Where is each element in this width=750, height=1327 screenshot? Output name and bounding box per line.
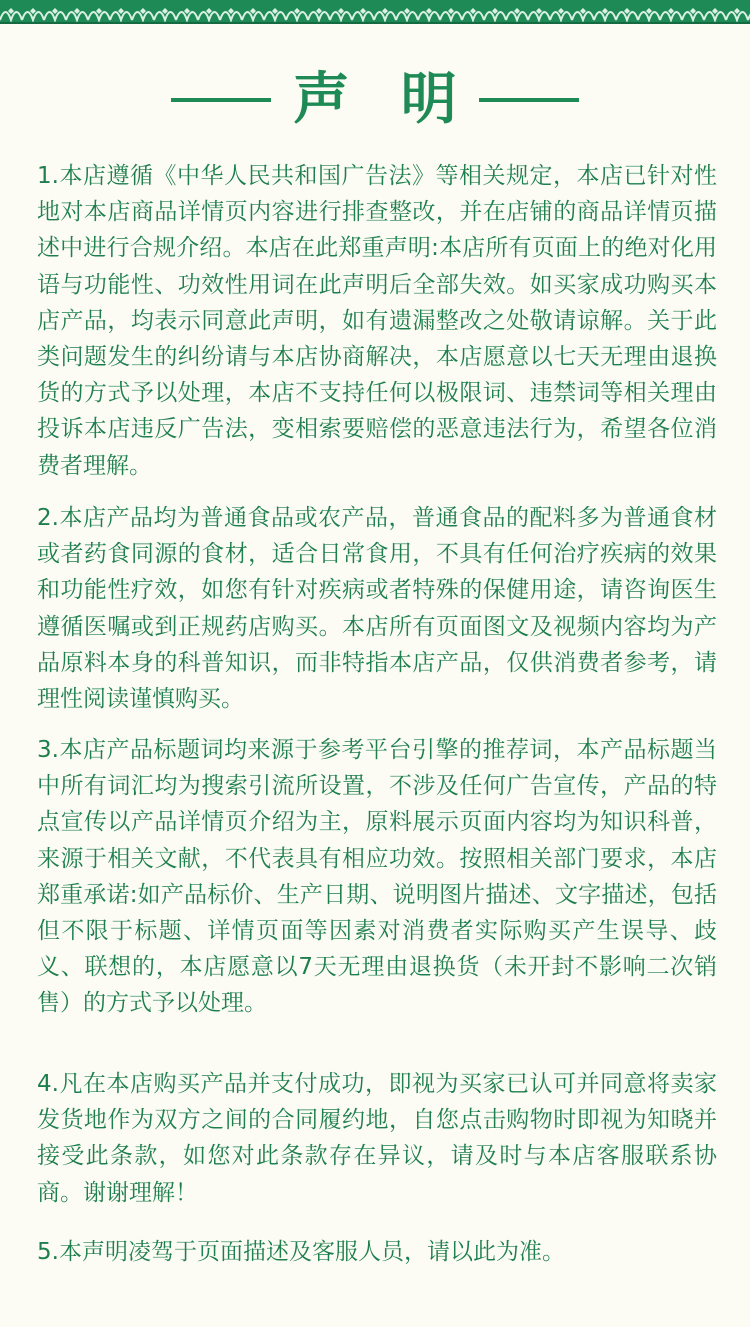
statement-body: [37, 158, 717, 1270]
statement-paragraph-4: 4.凡在本店购买产品并支付成功，即视为买家已认可并同意将卖家发货地作为双方之间的合同履约地，自您点击购物时即视为知晓并接受此条款，如您对此条款存在异议，请及时与本店客服联系协商。谢谢理解！: [37, 1071, 717, 1206]
statement-paragraph-1: 1.本店遵循《中华人民共和国广告法》等相关规定，本店已针对性地对本店商品详情页内容进行排查整改，并在店铺的商品详情页描述中进行合规介绍。本店在此郑重声明:本店所有页面上的绝对化用语与功能性、功效性用词在此声明后全部失效。如买家成功购买本店产品，均表示同意此声明，如有遗漏整改之处敬请谅解。关于此类问题发生的纠纷请与本店协商解决，本店愿意以七天无理由退换货的方式予以处理，本店不支持任何以极限词、违禁词等相关理由投诉本店违反广告法，变相索要赔偿的恶意违法行为，希望各位消费者理解。: [37, 163, 717, 479]
title-right-rule: [479, 98, 579, 102]
statement-paragraph-2: 2.本店产品均为普通食品或农产品，普通食品的配料多为普通食材或者药食同源的食材，适合日常食用，不具有任何治疗疾病的效果和功能性疗效，如您有针对疾病或者特殊的保健用途，请咨询医生遵循医嘱或到正规药店购买。本店所有页面图文及视频内容均为产品原料本身的科普知识，而非特指本店产品，仅供消费者参考，请理性阅读谨慎购买。: [37, 505, 717, 713]
title-text: 声 明: [293, 67, 473, 132]
page-title: [0, 68, 750, 132]
statement-paragraph-5: 5.本声明凌驾于页面描述及客服人员，请以此为准。: [37, 1239, 565, 1265]
title-left-rule: [171, 98, 271, 102]
decorative-top-border: [0, 0, 750, 24]
statement-paragraph-3: 3.本店产品标题词均来源于参考平台引擎的推荐词，本产品标题当中所有词汇均为搜索引流所设置，不涉及任何广告宣传，产品的特点宣传以产品详情页介绍为主，原料展示页面内容均为知识科普，来源于相关文献，不代表具有相应功效。按照相关部门要求，本店郑重承诺:如产品标价、生产日期、说明图片描述、文字描述，包括但不限于标题、详情页面等因素对消费者实际购买产生误导、歧义、联想的，本店愿意以7天无理由退换货（未开封不影响二次销售）的方式予以处理。: [37, 737, 717, 1017]
